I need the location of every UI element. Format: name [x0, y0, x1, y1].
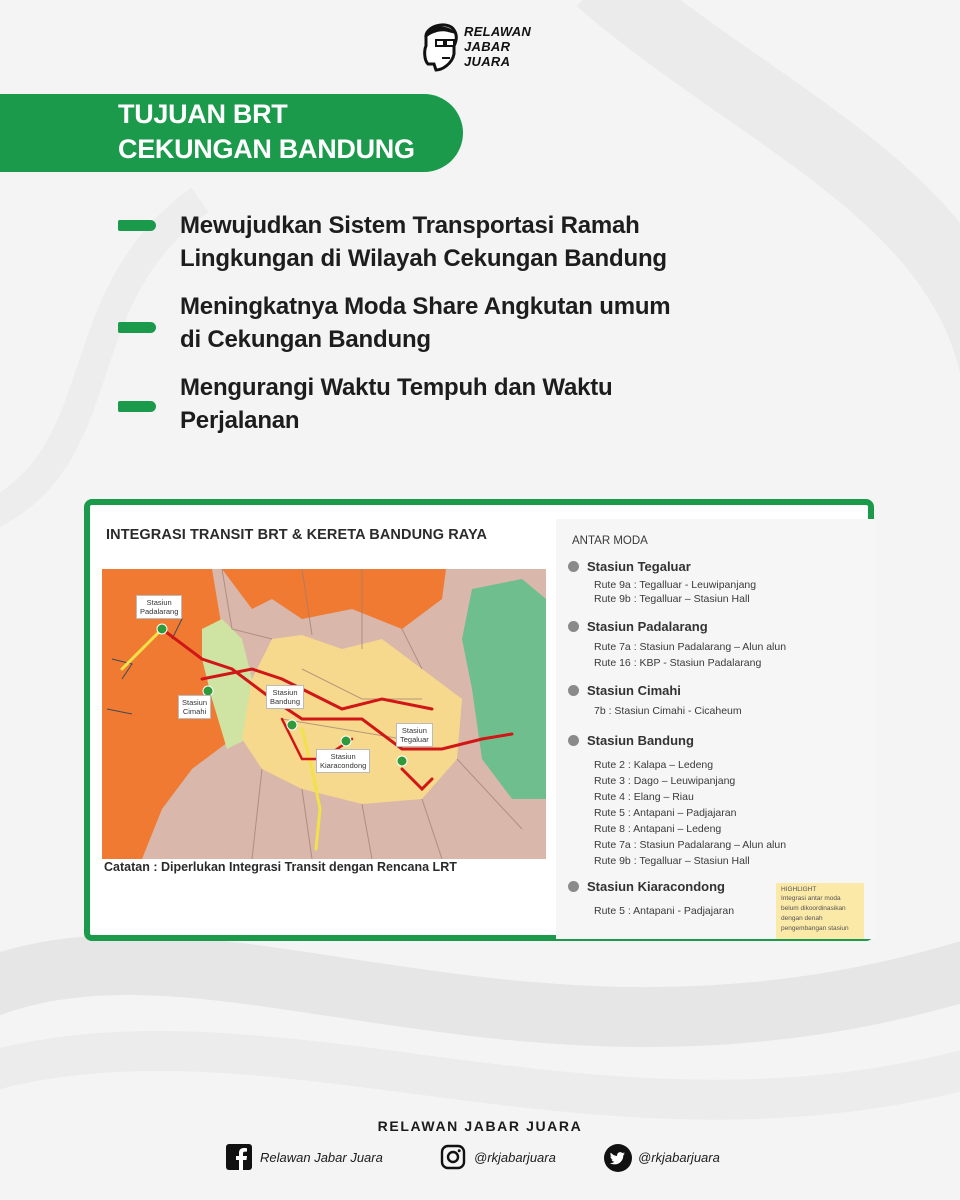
station-heading [568, 559, 691, 574]
route-item: Rute 9b : Tegalluar – Stasiun Hall [594, 593, 750, 605]
twitter-link[interactable] [604, 1144, 764, 1174]
station-name: Stasiun Tegaluar [587, 559, 691, 574]
goal-line: Lingkungan di Wilayah Cekungan Bandung [180, 245, 667, 272]
facebook-link[interactable] [226, 1144, 426, 1174]
route-item: 7b : Stasiun Cimahi - Cicaheum [594, 705, 742, 717]
logo-line: RELAWAN [464, 24, 532, 39]
bullet-dot-icon [568, 685, 579, 696]
twitter-icon [604, 1144, 632, 1172]
route-item: Rute 7a : Stasiun Padalarang – Alun alun [594, 641, 787, 653]
logo-line: JUARA [464, 54, 511, 69]
banner-title-line-1: TUJUAN BRT [118, 99, 288, 129]
route-item: Rute 16 : KBP - Stasiun Padalarang [594, 657, 762, 669]
map-label-line: Stasiun [272, 688, 298, 697]
facebook-handle: Relawan Jabar Juara [260, 1150, 383, 1165]
map-label-line: Stasiun [330, 752, 356, 761]
station-name: Stasiun Bandung [587, 733, 694, 748]
bullet-dot-icon [568, 621, 579, 632]
route-item: Rute 5 : Antapani - Padjajaran [594, 905, 735, 917]
twitter-handle: @rkjabarjuara [638, 1150, 720, 1165]
map-label-line: Padalarang [140, 607, 179, 616]
goal-text [180, 371, 780, 437]
logo-text [464, 24, 531, 69]
footer-brand: RELAWAN JABAR JUARA [377, 1118, 583, 1134]
bullet-dot-icon [568, 561, 579, 572]
highlight-line: Integrasi antar moda [781, 895, 841, 902]
map-label-kiaracondong [316, 749, 370, 773]
station-heading [568, 683, 681, 698]
title-banner [0, 94, 463, 172]
map-label-line: Stasiun [401, 726, 427, 735]
route-item: Rute 3 : Dago – Leuwipanjang [594, 775, 736, 787]
map-label-bandung [266, 685, 304, 709]
map-card-title: INTEGRASI TRANSIT BRT & KERETA BANDUNG RAYA [106, 527, 488, 543]
logo-line: JABAR [464, 39, 511, 54]
highlight-title: HIGHLIGHT [781, 886, 817, 893]
route-item: Rute 2 : Kalapa – Ledeng [594, 759, 714, 771]
highlight-line: belum dikoordinasikan [781, 905, 846, 912]
route-item: Rute 8 : Antapani – Ledeng [594, 823, 722, 835]
route-item: Rute 4 : Elang – Riau [594, 791, 694, 803]
face-logo-icon [418, 20, 462, 72]
instagram-handle: @rkjabarjuara [474, 1150, 556, 1165]
route-item: Rute 5 : Antapani – Padjajaran [594, 807, 737, 819]
bullet-bar-icon [118, 401, 156, 412]
bullet-bar-icon [118, 220, 156, 231]
highlight-line: dengan denah [781, 915, 823, 922]
map-label-line: Bandung [270, 697, 301, 706]
route-item: Rute 9b : Tegalluar – Stasiun Hall [594, 855, 750, 867]
bullet-dot-icon [568, 735, 579, 746]
panel-title: ANTAR MODA [572, 535, 648, 547]
bullet-bar-icon [118, 322, 156, 333]
goal-line: di Cekungan Bandung [180, 326, 431, 353]
goal-line: Mengurangi Waktu Tempuh dan Waktu [180, 374, 613, 401]
map-label-line: Cimahi [182, 707, 207, 716]
goal-text [180, 209, 780, 275]
station-name: Stasiun Padalarang [587, 619, 708, 634]
brand-logo [418, 16, 532, 76]
map-label-cimahi [178, 695, 211, 719]
facebook-icon [226, 1144, 252, 1170]
map-label-line: Tegaluar [400, 735, 429, 744]
route-item: Rute 7a : Stasiun Padalarang – Alun alun [594, 839, 787, 851]
map-label-line: Kiaracondong [320, 761, 367, 770]
banner-title-line-2: CEKUNGAN BANDUNG [118, 134, 415, 164]
station-heading [568, 733, 694, 748]
highlight-box [776, 883, 864, 939]
goal-line: Meningkatnya Moda Share Angkutan umum [180, 293, 671, 320]
goal-line: Perjalanan [180, 407, 300, 434]
instagram-icon [440, 1144, 466, 1170]
goal-text [180, 290, 780, 356]
map-label-padalarang [136, 595, 182, 619]
bullet-dot-icon [568, 881, 579, 892]
highlight-line: pengembangan stasiun [781, 925, 849, 932]
station-name: Stasiun Cimahi [587, 683, 681, 698]
map-label-tegaluar [396, 723, 433, 747]
station-heading [568, 879, 725, 894]
route-item: Rute 9a : Tegalluar - Leuwipanjang [594, 579, 757, 591]
map-note: Catatan : Diperlukan Integrasi Transit dengan Rencana LRT [104, 860, 457, 874]
antar-moda-panel [556, 519, 876, 939]
station-heading [568, 619, 708, 634]
map-label-line: Stasiun [146, 598, 172, 607]
map-card [84, 499, 874, 941]
map-label-line: Stasiun [182, 698, 208, 707]
goal-line: Mewujudkan Sistem Transportasi Ramah [180, 212, 640, 239]
station-name: Stasiun Kiaracondong [587, 879, 725, 894]
instagram-link[interactable] [440, 1144, 600, 1174]
